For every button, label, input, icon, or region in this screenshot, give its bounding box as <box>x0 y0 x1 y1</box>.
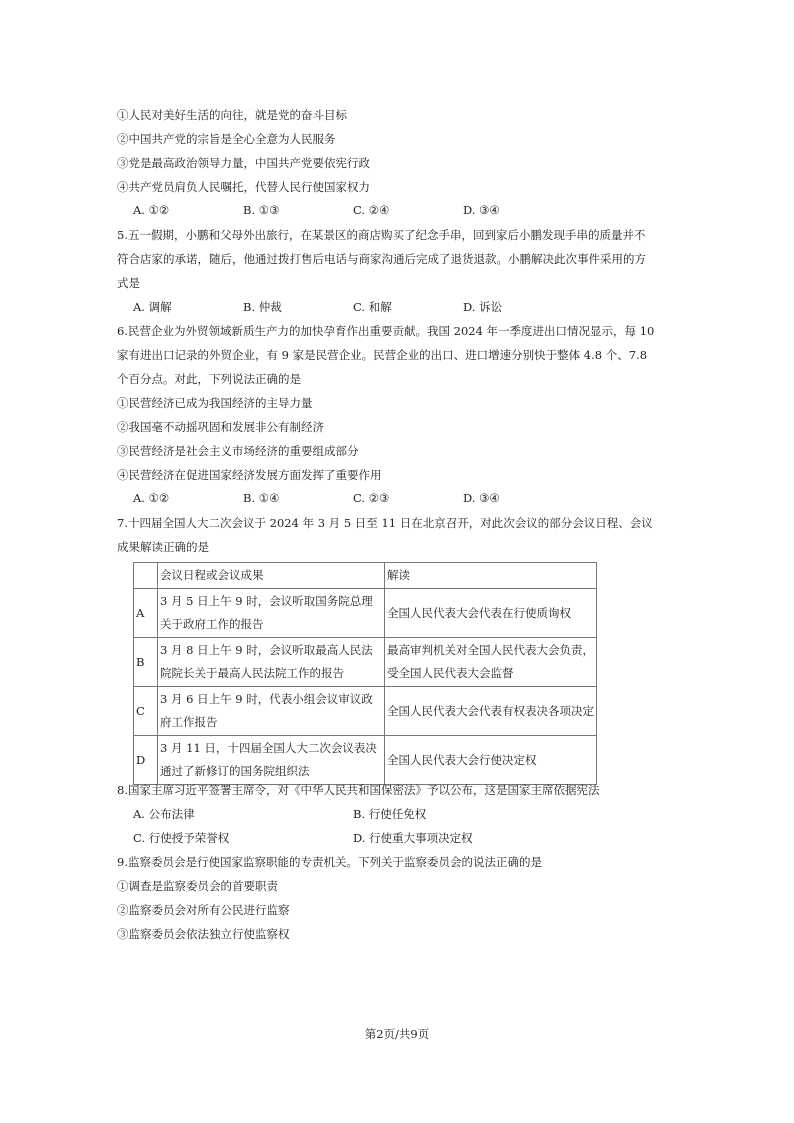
q9-statement-2: ②监察委员会对所有公民进行监察 <box>117 903 290 917</box>
row-reading: 全国人民代表大会代表在行使质询权 <box>385 589 597 638</box>
table-row <box>134 736 597 785</box>
q9-statement-1: ①调查是监察委员会的首要职责 <box>117 879 278 893</box>
q4-option-a: A. ①② <box>133 203 170 217</box>
q4-statement-3: ③党是最高政治领导力量，中国共产党要依宪行政 <box>117 156 370 170</box>
q4-statement-4: ④共产党员肩负人民嘱托，代替人民行使国家权力 <box>117 180 370 194</box>
q6-option-a: A. ①② <box>133 491 170 505</box>
q6-statement-1: ①民营经济已成为我国经济的主导力量 <box>117 396 313 410</box>
row-item: 3 月 6 日上午 9 时，代表小组会议审议政府工作报告 <box>158 687 385 736</box>
q6-stem-line-3: 个百分点。对此，下列说法正确的是 <box>117 372 301 386</box>
q5-option-b: B. 仲裁 <box>243 300 282 314</box>
q6-statement-4: ④民营经济在促进国家经济发展方面发挥了重要作用 <box>117 468 382 482</box>
q8-option-c: C. 行使授予荣誉权 <box>133 831 230 845</box>
q4-option-c: C. ②④ <box>353 203 390 217</box>
row-item: 3 月 11 日，十四届全国人大二次会议表决通过了新修订的国务院组织法 <box>158 736 385 785</box>
q5-stem-line-3: 式是 <box>117 276 140 290</box>
row-reading: 全国人民代表大会行使决定权 <box>385 736 597 785</box>
q7-stem-line-1: 7.十四届全国人大二次会议于 2024 年 3 月 5 日至 11 日在北京召开，对此次会议的部分会议日程、会议 <box>117 516 653 530</box>
q8-stem: 8.国家主席习近平签署主席令，对《中华人民共和国保密法》予以公布，这是国家主席依据宪法 <box>117 783 600 797</box>
q6-option-b: B. ①④ <box>243 491 280 505</box>
q8-option-a: A. 公布法律 <box>133 807 195 821</box>
table-row <box>134 589 597 638</box>
q5-option-c: C. 和解 <box>353 300 392 314</box>
q4-option-d: D. ③④ <box>463 203 500 217</box>
row-item: 3 月 5 日上午 9 时，会议听取国务院总理关于政府工作的报告 <box>158 589 385 638</box>
q4-statement-2: ②中国共产党的宗旨是全心全意为人民服务 <box>117 132 336 146</box>
q8-option-d: D. 行使重大事项决定权 <box>353 831 473 845</box>
q8-option-b: B. 行使任免权 <box>353 807 427 821</box>
table-header-item: 会议日程或会议成果 <box>158 563 385 589</box>
q5-stem-line-2: 符合店家的承诺，随后，他通过拨打售后电话与商家沟通后完成了退货退款。小鹏解决此次事件采用的方 <box>117 252 646 266</box>
q6-statement-3: ③民营经济是社会主义市场经济的重要组成部分 <box>117 444 359 458</box>
row-label: C <box>134 687 158 736</box>
row-label: A <box>134 589 158 638</box>
table-header-row <box>134 563 597 589</box>
q4-option-b: B. ①③ <box>243 203 280 217</box>
table-row <box>134 638 597 687</box>
row-reading: 最高审判机关对全国人民代表大会负责，受全国人民代表大会监督 <box>385 638 597 687</box>
q9-statement-3: ③监察委员会依法独立行使监察权 <box>117 927 290 941</box>
q6-stem-line-1: 6.民营企业为外贸领域新质生产力的加快孕育作出重要贡献。我国 2024 年一季度进出口情况显示，每 10 <box>117 324 655 338</box>
table-header-reading: 解读 <box>385 563 597 589</box>
row-label: D <box>134 736 158 785</box>
row-label: B <box>134 638 158 687</box>
page-number: 第2页/共9页 <box>364 1027 430 1041</box>
table-row <box>134 687 597 736</box>
row-item: 3 月 8 日上午 9 时，会议听取最高人民法院院长关于最高人民法院工作的报告 <box>158 638 385 687</box>
q5-option-a: A. 调解 <box>133 300 172 314</box>
table-header-label <box>134 563 158 589</box>
q6-option-d: D. ③④ <box>463 491 500 505</box>
q6-option-c: C. ②③ <box>353 491 390 505</box>
q4-statement-1: ①人民对美好生活的向往，就是党的奋斗目标 <box>117 108 347 122</box>
q7-stem-line-2: 成果解读正确的是 <box>117 540 209 554</box>
row-reading: 全国人民代表大会代表有权表决各项决定 <box>385 687 597 736</box>
q6-statement-2: ②我国毫不动摇巩固和发展非公有制经济 <box>117 420 324 434</box>
q5-stem-line-1: 5.五一假期，小鹏和父母外出旅行，在某景区的商店购买了纪念手串，回到家后小鹏发现手串的质量并不 <box>117 228 646 242</box>
q6-stem-line-2: 家有进出口记录的外贸企业，有 9 家是民营企业。民营企业的出口、进口增速分别快于整体 4.8 个、7.8 <box>117 348 648 362</box>
q9-stem: 9.监察委员会是行使国家监察职能的专责机关。下列关于监察委员会的说法正确的是 <box>117 855 542 869</box>
q5-option-d: D. 诉讼 <box>463 300 503 314</box>
q7-answer-table <box>133 562 597 785</box>
